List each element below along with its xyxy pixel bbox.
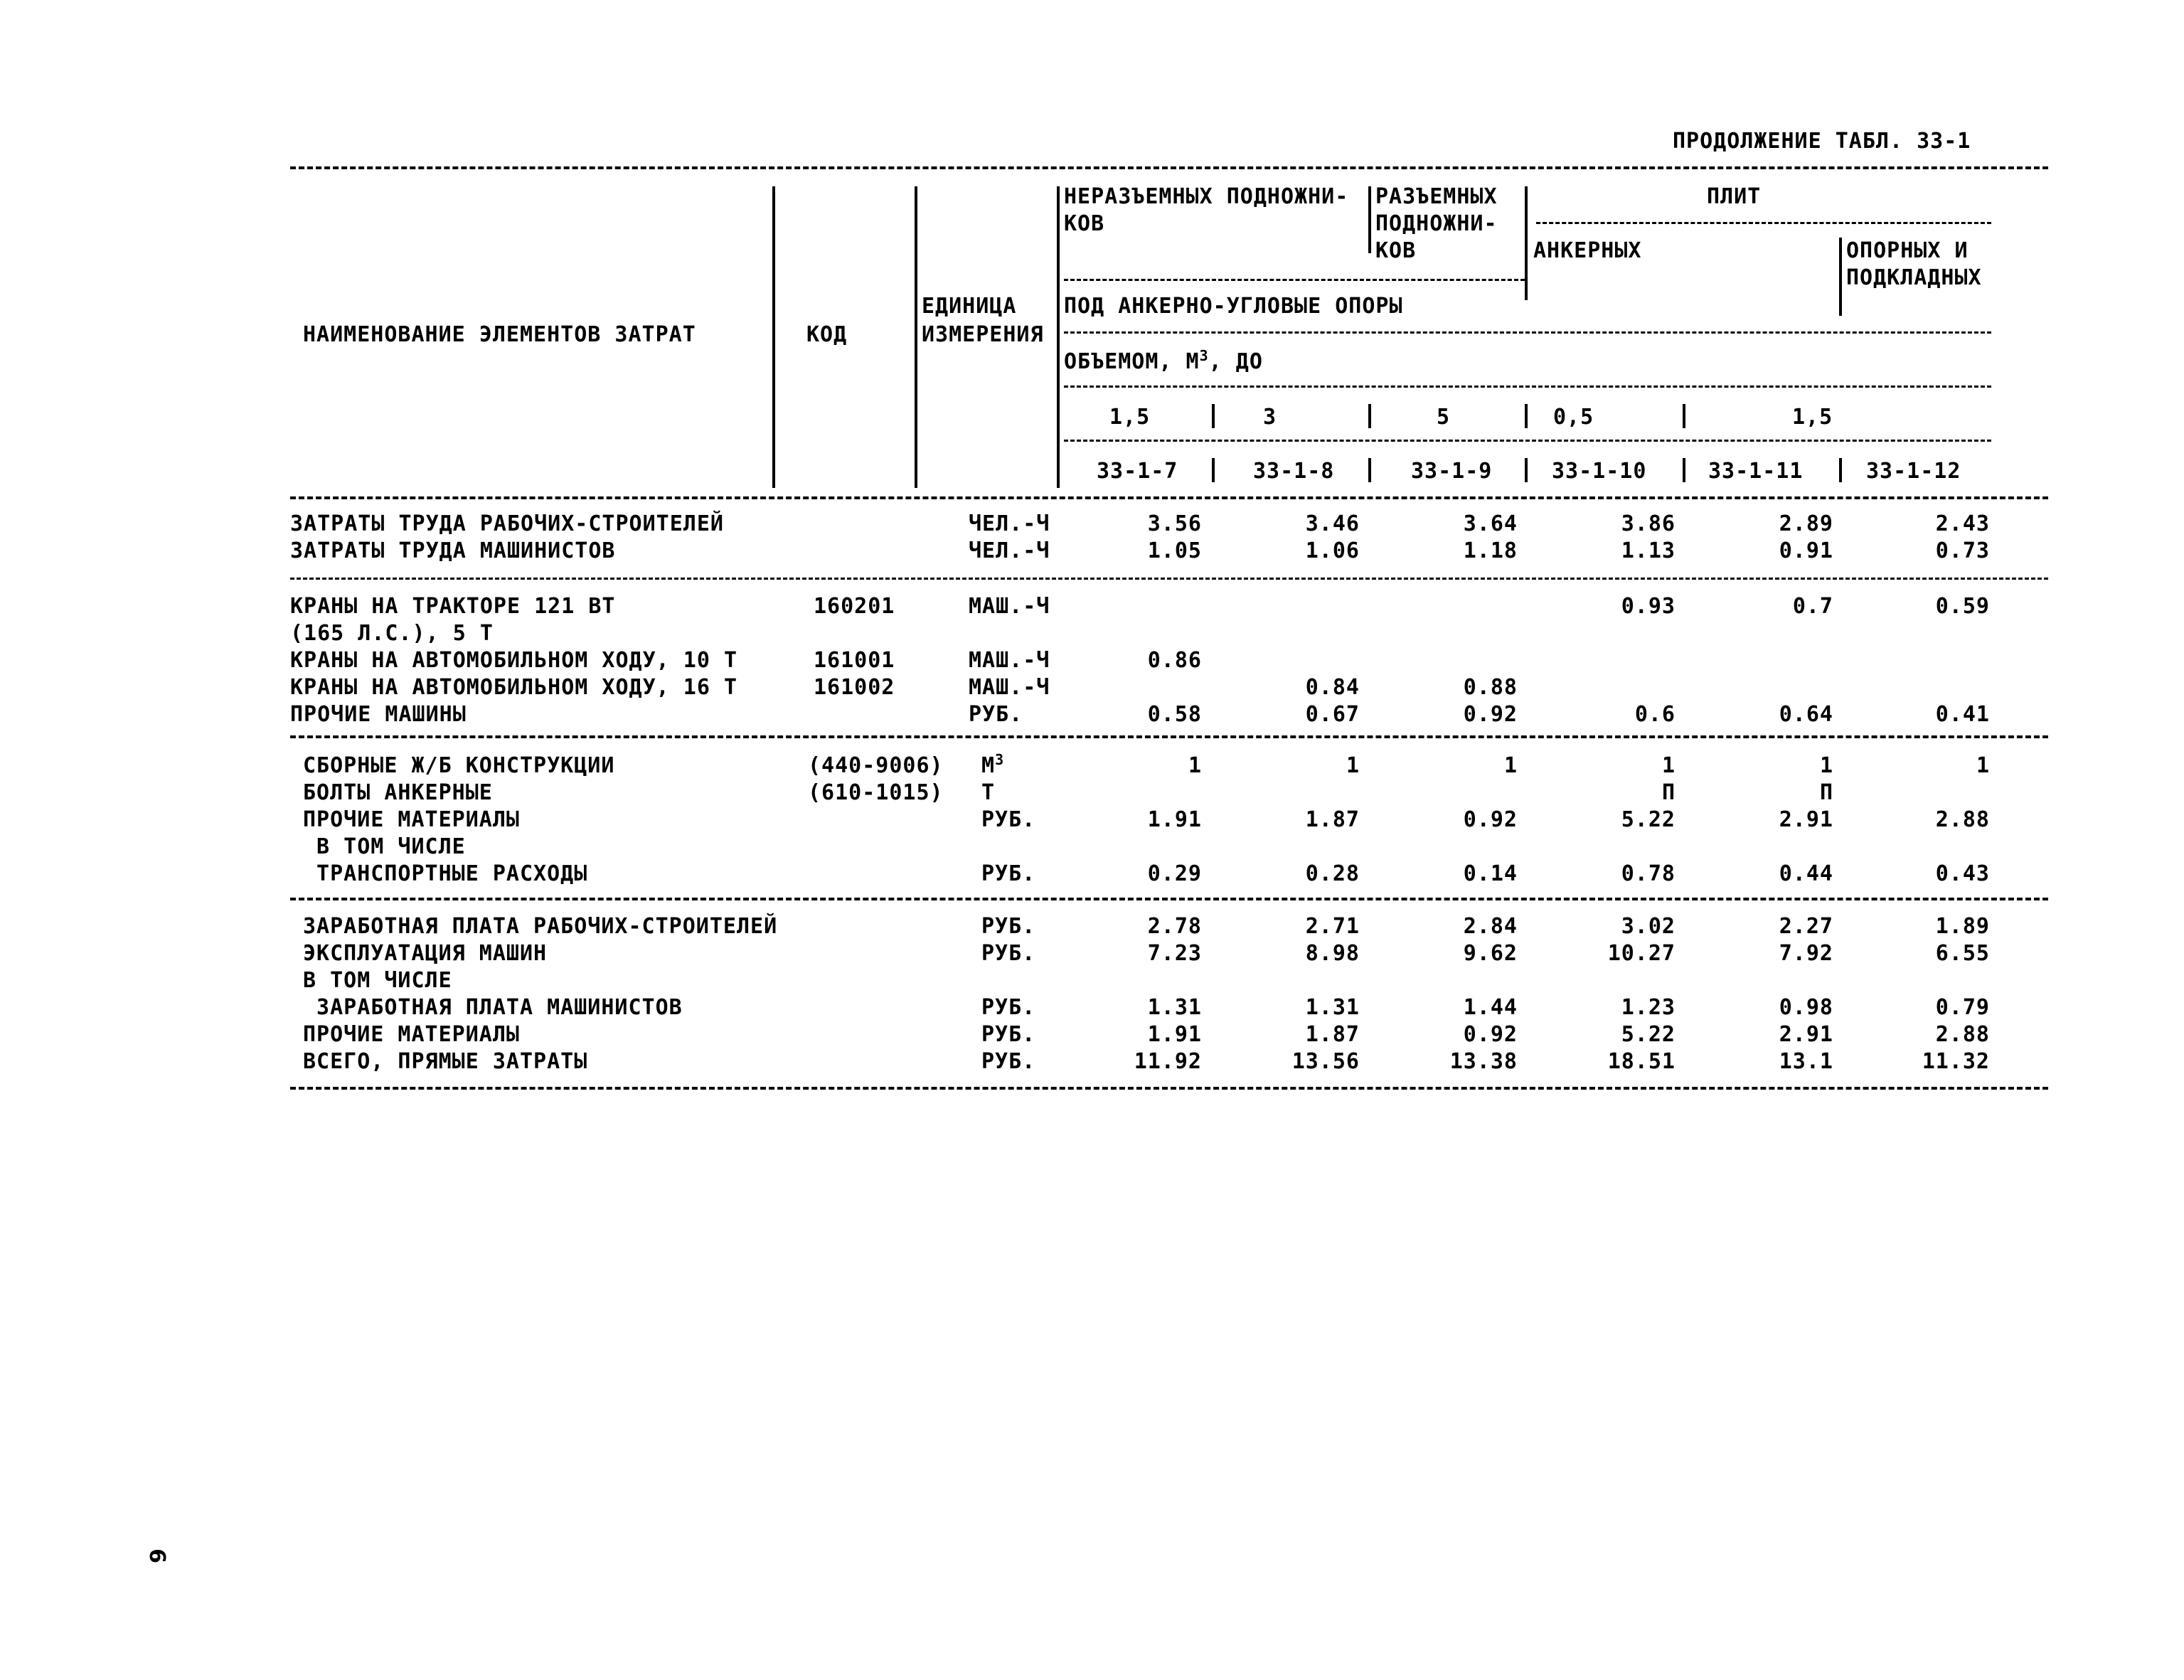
header-under-supports: ПОД АНКЕРНО-УГЛОВЫЕ ОПОРЫ (1064, 294, 1403, 319)
row-name: В ТОМ ЧИСЛЕ (303, 834, 466, 859)
row-value: 0.88 (1463, 675, 1518, 700)
row-value: 2.91 (1779, 1022, 1833, 1047)
volume-divider-4 (1683, 404, 1685, 428)
table-top-rule (290, 166, 2048, 169)
row-value: 3.86 (1621, 511, 1676, 536)
row-value: 0.14 (1463, 861, 1518, 886)
row-name: (165 Л.С.), 5 Т (290, 621, 494, 646)
row-value: 0.43 (1935, 861, 1990, 886)
row-value: 0.58 (1147, 702, 1202, 727)
row-name: ЭКСПЛУАТАЦИЯ МАШИН (303, 941, 548, 966)
volume-3: 5 (1437, 405, 1451, 430)
header-divider-unit (1057, 186, 1060, 488)
row-value: 1.89 (1935, 914, 1990, 939)
page-number: 6 (144, 1548, 169, 1563)
volume-1: 1,5 (1109, 405, 1151, 430)
row-value: 2.89 (1779, 511, 1833, 536)
row-value: 0.44 (1779, 861, 1833, 886)
header-split-2: ПОДНОЖНИ- (1375, 211, 1498, 236)
row-value: 2.88 (1935, 807, 1990, 832)
row-value: 3.56 (1147, 511, 1202, 536)
row-unit: $М^3$ (981, 751, 1005, 778)
row-value: 0.6 (1634, 702, 1676, 727)
row-value: 0.92 (1463, 702, 1518, 727)
row-value: 1.23 (1621, 995, 1676, 1020)
header-volume (1064, 349, 1263, 376)
row-value: 9.62 (1463, 941, 1518, 966)
row-value: 1 (1976, 753, 1990, 778)
row-value: 1 (1819, 753, 1833, 778)
row-code: (440-9006) (808, 753, 944, 778)
row-value: 2.91 (1779, 807, 1833, 832)
header-name-col: НАИМЕНОВАНИЕ ЭЛЕМЕНТОВ ЗАТРАТ (303, 322, 696, 347)
code-divider-1 (1212, 458, 1215, 482)
row-value: 1.87 (1305, 1022, 1360, 1047)
row-unit: МАШ.-Ч (969, 648, 1050, 673)
row-value: 0.78 (1621, 861, 1676, 886)
row-value: 1.31 (1147, 995, 1202, 1020)
row-value: 7.92 (1779, 941, 1833, 966)
row-unit: МАШ.-Ч (969, 675, 1050, 700)
header-rule-4 (1064, 440, 1991, 442)
row-unit: РУБ. (969, 702, 1023, 727)
code-divider-2 (1368, 458, 1371, 482)
row-value: 5.22 (1621, 1022, 1676, 1047)
row-value: 11.92 (1134, 1049, 1202, 1074)
row-unit: ЧЕЛ.-Ч (969, 511, 1050, 536)
row-value: 0.84 (1305, 675, 1360, 700)
row-value: 0.92 (1463, 1022, 1518, 1047)
row-value: 6.55 (1935, 941, 1990, 966)
volume-2: 3 (1263, 405, 1277, 430)
row-value: 3.46 (1305, 511, 1360, 536)
header-bottom-rule (290, 496, 2048, 499)
labor-bottom-rule (290, 578, 2048, 580)
row-name: ЗАРАБОТНАЯ ПЛАТА МАШИНИСТОВ (303, 995, 683, 1020)
code-33-1-8: 33-1-8 (1253, 459, 1335, 484)
row-name: КРАНЫ НА АВТОМОБИЛЬНОМ ХОДУ, 10 Т (290, 648, 738, 673)
row-name: ВСЕГО, ПРЯМЫЕ ЗАТРАТЫ (303, 1049, 588, 1074)
row-value: 2.71 (1305, 914, 1360, 939)
row-name: ПРОЧИЕ МАТЕРИАЛЫ (303, 807, 520, 832)
code-33-1-12: 33-1-12 (1866, 459, 1961, 484)
row-value: 2.84 (1463, 914, 1518, 939)
row-code: 160201 (814, 594, 895, 619)
header-split-1: РАЗЪЕМНЫХ (1375, 184, 1498, 209)
code-33-1-7: 33-1-7 (1097, 459, 1178, 484)
row-unit-sup: 3 (995, 751, 1005, 768)
totals-bottom-rule (290, 1087, 2048, 1090)
row-value: 1.91 (1147, 1022, 1202, 1047)
header-volume-sup: 3 (1199, 347, 1209, 364)
row-value: 1.91 (1147, 807, 1202, 832)
row-unit: ЧЕЛ.-Ч (969, 538, 1050, 563)
row-value: 7.23 (1147, 941, 1202, 966)
row-value: 1.31 (1305, 995, 1360, 1020)
volume-5: 1,5 (1792, 405, 1833, 430)
header-rule-2 (1064, 331, 1991, 334)
row-value: 8.98 (1305, 941, 1360, 966)
header-divider-support (1839, 238, 1842, 316)
row-value: 3.64 (1463, 511, 1518, 536)
code-33-1-10: 33-1-10 (1552, 459, 1647, 484)
row-value: 2.78 (1147, 914, 1202, 939)
row-value: 18.51 (1607, 1049, 1676, 1074)
row-value: 2.43 (1935, 511, 1990, 536)
machines-bottom-rule (290, 735, 2048, 738)
header-volume-prefix: ОБЪЕМОМ, М (1064, 349, 1200, 374)
row-value: 1 (1188, 753, 1202, 778)
row-name: ЗАРАБОТНАЯ ПЛАТА РАБОЧИХ-СТРОИТЕЛЕЙ (303, 914, 778, 939)
row-name: ТРАНСПОРТНЫЕ РАСХОДЫ (303, 861, 588, 886)
row-unit: РУБ. (981, 1049, 1036, 1074)
materials-bottom-rule (290, 898, 2048, 900)
row-name: БОЛТЫ АНКЕРНЫЕ (303, 780, 493, 805)
header-code-col: КОД (806, 322, 848, 347)
header-split-3: КОВ (1375, 238, 1417, 263)
row-value: 0.67 (1305, 702, 1360, 727)
row-name: ПРОЧИЕ МАШИНЫ (290, 702, 467, 727)
row-value: 1 (1503, 753, 1518, 778)
row-value: 0.91 (1779, 538, 1833, 563)
row-value: 0.86 (1147, 648, 1202, 673)
row-value: 10.27 (1607, 941, 1676, 966)
row-value: 1.05 (1147, 538, 1202, 563)
header-rule-3 (1064, 386, 1991, 388)
row-value: 0.73 (1935, 538, 1990, 563)
code-33-1-9: 33-1-9 (1411, 459, 1493, 484)
row-value: 0.29 (1147, 861, 1202, 886)
row-code: (610-1015) (808, 780, 944, 805)
row-unit: РУБ. (981, 861, 1036, 886)
row-name: ЗАТРАТЫ ТРУДА РАБОЧИХ-СТРОИТЕЛЕЙ (290, 511, 724, 536)
header-unit-col-1: ЕДИНИЦА (922, 294, 1017, 319)
header-anchor: АНКЕРНЫХ (1533, 238, 1642, 263)
row-value: 13.1 (1779, 1049, 1833, 1074)
row-name: ПРОЧИЕ МАТЕРИАЛЫ (303, 1022, 520, 1047)
row-value: 13.56 (1291, 1049, 1360, 1074)
row-unit: РУБ. (981, 914, 1036, 939)
header-divider-code (915, 186, 917, 488)
row-value: 1.06 (1305, 538, 1360, 563)
row-value: 0.79 (1935, 995, 1990, 1020)
row-name: КРАНЫ НА ТРАКТОРЕ 121 ВТ (290, 594, 616, 619)
header-support-2: ПОДКЛАДНЫХ (1846, 265, 1982, 290)
row-unit: РУБ. (981, 941, 1036, 966)
header-volume-suffix: , ДО (1208, 349, 1263, 374)
row-value: 0.59 (1935, 594, 1990, 619)
row-value: П (1661, 780, 1676, 805)
code-33-1-11: 33-1-11 (1708, 459, 1804, 484)
header-divider-plates (1525, 186, 1528, 300)
row-value: 1 (1346, 753, 1360, 778)
header-support-1: ОПОРНЫХ И (1846, 238, 1969, 263)
row-value: 0.92 (1463, 807, 1518, 832)
row-value: 2.27 (1779, 914, 1833, 939)
table-caption: ПРОДОЛЖЕНИЕ ТАБЛ. 33-1 (1673, 129, 1971, 154)
volume-divider-1 (1212, 404, 1215, 428)
header-plates: ПЛИТ (1707, 184, 1762, 209)
row-value: 1.13 (1621, 538, 1676, 563)
row-value: 1.87 (1305, 807, 1360, 832)
code-divider-5 (1839, 458, 1842, 482)
row-unit: РУБ. (981, 1022, 1036, 1047)
row-value: 0.7 (1792, 594, 1833, 619)
row-name: ЗАТРАТЫ ТРУДА МАШИНИСТОВ (290, 538, 616, 563)
row-name: КРАНЫ НА АВТОМОБИЛЬНОМ ХОДУ, 16 Т (290, 675, 738, 700)
row-value: 11.32 (1922, 1049, 1990, 1074)
row-name: СБОРНЫЕ Ж/Б КОНСТРУКЦИИ (303, 753, 615, 778)
row-unit: Т (981, 780, 996, 805)
row-name: В ТОМ ЧИСЛЕ (303, 968, 452, 993)
header-divider-split (1368, 186, 1371, 253)
code-divider-4 (1683, 458, 1685, 482)
volume-divider-3 (1525, 404, 1528, 428)
header-divider-name (772, 186, 775, 488)
row-value: 1 (1661, 753, 1676, 778)
code-divider-3 (1525, 458, 1528, 482)
volume-divider-2 (1368, 404, 1371, 428)
header-nonsplit-1: НЕРАЗЪЕМНЫХ ПОДНОЖНИ- (1064, 184, 1349, 209)
row-code: 161002 (814, 675, 895, 700)
row-unit: РУБ. (981, 807, 1036, 832)
row-code: 161001 (814, 648, 895, 673)
row-value: 2.88 (1935, 1022, 1990, 1047)
row-value: 0.41 (1935, 702, 1990, 727)
row-value: П (1819, 780, 1833, 805)
row-value: 0.98 (1779, 995, 1833, 1020)
row-value: 13.38 (1449, 1049, 1518, 1074)
header-plates-rule (1536, 222, 1991, 224)
row-value: 5.22 (1621, 807, 1676, 832)
header-nonsplit-2: КОВ (1064, 211, 1105, 236)
row-value: 1.44 (1463, 995, 1518, 1020)
row-value: 3.02 (1621, 914, 1676, 939)
row-value: 0.28 (1305, 861, 1360, 886)
row-value: 0.93 (1621, 594, 1676, 619)
header-rule-1 (1064, 279, 1525, 281)
row-unit: РУБ. (981, 995, 1036, 1020)
row-value: 1.18 (1463, 538, 1518, 563)
header-unit-col-2: ИЗМЕРЕНИЯ (922, 322, 1044, 347)
row-value: 0.64 (1779, 702, 1833, 727)
row-unit: МАШ.-Ч (969, 594, 1050, 619)
volume-4: 0,5 (1553, 405, 1594, 430)
